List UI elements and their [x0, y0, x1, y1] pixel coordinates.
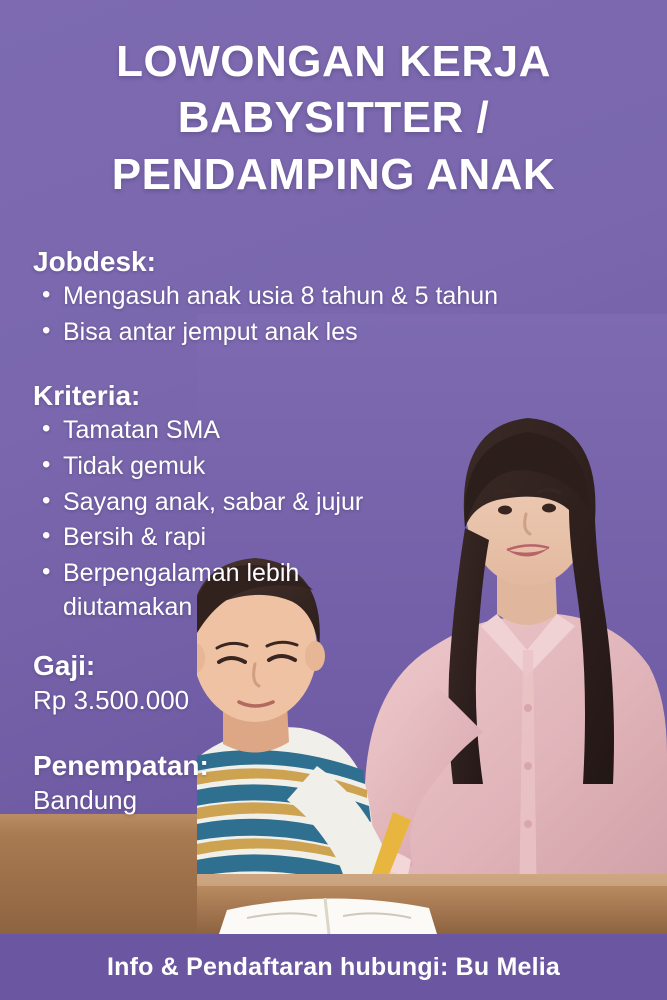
kriteria-list [33, 414, 433, 625]
contact-footer [0, 934, 667, 1000]
kriteria-heading: Kriteria: [33, 380, 141, 411]
penempatan-heading: Penempatan: [33, 750, 209, 781]
gaji-value: Rp 3.500.000 [33, 685, 190, 715]
list-item: • Mengasuh anak usia 8 tahun & 5 tahun [33, 280, 633, 314]
penempatan-section [33, 750, 363, 818]
jobdesk-list [33, 280, 633, 350]
list-item: • Bisa antar jemput anak les [33, 316, 633, 350]
title-line-1: LOWONGAN KERJA [116, 37, 551, 86]
list-item: • Berpengalaman lebih diutamakan [33, 557, 433, 625]
gaji-section [33, 650, 363, 718]
list-item: • Sayang anak, sabar & jujur [33, 486, 433, 520]
kriteria-section [33, 380, 433, 627]
contact-text: Info & Pendaftaran hubungi: Bu Melia [106, 952, 561, 981]
penempatan-value: Bandung [33, 785, 138, 815]
title-line-3: PENDAMPING ANAK [111, 149, 556, 199]
poster-title [0, 34, 667, 203]
list-item: • Tidak gemuk [33, 450, 433, 484]
list-item: • Tamatan SMA [33, 414, 433, 448]
list-item: • Bersih & rapi [33, 521, 433, 555]
jobdesk-section [33, 246, 633, 352]
gaji-heading: Gaji: [33, 650, 96, 681]
title-line-2: BABYSITTER / [177, 93, 490, 143]
jobdesk-heading: Jobdesk: [33, 246, 156, 277]
